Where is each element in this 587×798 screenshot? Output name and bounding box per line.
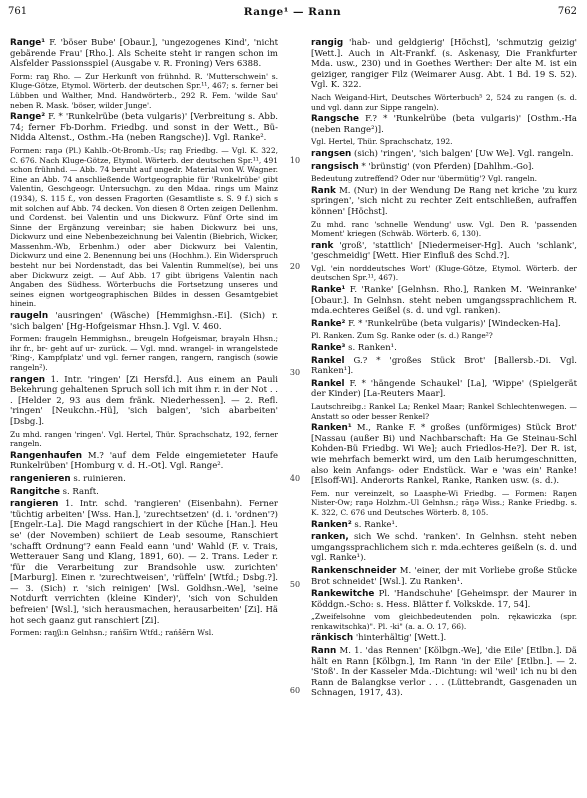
headword: ranken, [311,532,349,543]
headword: raugeln [10,311,49,322]
dictionary-entry [311,343,577,354]
headword: Rankel [311,378,345,389]
dictionary-entry [10,451,278,472]
headword: rangig [311,38,344,48]
entry-text: Fem. nur vereinzelt, so Laasphe-Wi Friedbg. — Formen: Raŋen Nister-Ow; raŋə Holzhm.-Ul Gelnhsn.; rāŋə Wiss.; Ranke Friedbg. s. K. 322, C. 676 und Deutsches Wörterb. 8, 105. [311,488,577,517]
headword: rangenieren [10,473,71,484]
headword: Rangitche [10,486,60,497]
headword: Rank [311,185,336,196]
entry-text: Zu mhd. rangen 'ringen'. Vgl. Hertel, Thür. Sprachschatz, 192, ferner rangeln. [10,429,278,449]
page-header [8,6,577,20]
entry-text: Pl. Ranken. Zum Sg. Ranke oder (s. d.) Range²? [311,331,493,341]
dictionary-entry [311,220,577,239]
dictionary-entry [10,499,278,626]
entry-text: s. ruinieren. [70,473,126,484]
entry-text: M. 1. 'das Rennen' [Kölbgn.-We], 'die Eile' [Etlbn.]. Dä hält en Rann [Kölbgn.], Im Rann 'in der Eile' [Etlbn.]. — 2. 'Stoß'. In der Kasseler Mda.-Dichtung: wil 'weil' ich nu bi den Rann de Balangkse verlor . . . (Lüttebrandt, Gasgenaden un Schnagen, 1917, 43). [311,646,577,699]
headword: rangen [10,374,46,385]
headword: Ranke¹ [311,285,346,296]
dictionary-entry [311,319,577,330]
headword: Ranken² [311,519,352,530]
headword: Rangsche [311,114,359,125]
entry-text: Pl. 'Handschuhe' [Geheimspr. der Maurer in Köddgn.-Scho: s. Hess. Blätter f. Volkskde. 17, 54]. [311,589,577,610]
dictionary-entry [10,628,278,638]
page-number-right: 762 [557,6,577,17]
entry-text: F. 'böser Bube' [Obaur.], 'ungezogenes Kind', 'nicht gebärende Frau' [Rho.]. Als Scheite steht ir rangen schon im Alsfelder Passionsspiel (Ausgabe v. R. Froning) Vers 6388. [10,38,278,70]
dictionary-entry [311,38,577,91]
entry-text: G.? * 'großes Stück Brot' [Ballersb.-Di. Vgl. Ranken¹]. [311,355,577,377]
headword: Ranke³ [311,343,346,354]
entry-text: s. Ranft. [59,486,99,497]
dictionary-entry [10,38,278,70]
entry-text: F. 'Ranke' [Gelnhsn. Rho.], Ranken M. 'Weinranke' [Obaur.]. In Gelnhsn. steht neben umgangssprachlichem R. mda.echteres Geißel (s. d. und vgl. ranken). [311,285,577,317]
headword: Ranke² [311,318,346,329]
entry-text: Vgl. Hertel, Thür. Sprachschatz, 192. [311,137,453,147]
dictionary-entry [311,137,577,147]
headword: Rann [311,646,337,657]
dictionary-entry [311,566,577,587]
entry-text: F.? * 'Runkelrübe (beta vulgaris)' [Osthm.-Ha (neben Range²)]. [311,114,577,135]
dictionary-entry [311,589,577,610]
entry-text: 1. Intr. schd. 'rangieren' (Eisenbahn). Ferner 'tüchtig arbeiten' [Wss. Han.], 'zurechtsetzen' (d. i. 'ordnen'?) [Engelr.-La]. Die Magd rangschiert in der Küche [Han.]. Heu se' (der Novemben) schiiert de Leab sesoume, Ranschiert 'schafft Ordnung'? eann Feald eann 'und' Wahld (F. v. Trais, Wetterauer Sang und Klang, 1891, 60). — 2. Trans. Leder r. 'für die Verarbeitung zur Brandsohle usw. zurichten' [Marburg]. Einen r. 'zurechtweisen', 'rüffeln' [Wtfd.; Dsbg.?]. — 3. (Sich) r. 'sich reinigen' [Wsl. Goldhsn.-We], 'seine Notdurft verrichten (kleine Kinder)', 'sich von Schulden befreien' [Wsl.], 'sich herausmachen, herausarbeiten' [Zi]. Hä hot sech gaanz gut ranschiert [Zi]. [10,499,278,626]
dictionary-entry [311,162,577,173]
entry-text: Lautschreibg.: Rankel La; Renkel Maar; Rankel Schlechtenwegen. — Anstatt so oder besser Renkel? [311,402,577,421]
headword: Rankenschneider [311,565,397,576]
dictionary-entry [311,186,577,218]
dictionary-entry [311,264,577,283]
dictionary-entry [311,423,577,487]
entry-text: Formen: raŋʃiːn Gelnhsn.; rańšīrn Wtfd.; rańšērn Wsl. [10,628,214,638]
dictionary-entry [311,241,577,262]
dictionary-entry [311,489,577,518]
entry-text: F. * 'Runkelrübe (beta vulgaris)' [Verbreitung s. Abb. 74; ferner Fb-Dorhm. Friedbg. und sonst in der Wett., Bü-Nidda Altenst., Osthm.-Ha (neben Rangsche)]. Vgl. Ranke². [10,112,278,144]
entry-text: F. * 'hängende Schaukel' [La], 'Wippe' (Spielgerät der Kinder) [La-Reuters Maar]. [311,378,577,400]
entry-text: Zu mhd. ranc 'schnelle Wendung' usw. Vgl. Den R. 'passenden Moment' kriegen (Schwäb. Wörterb. 6, 130). [311,219,577,239]
entry-text: 'hinterhältig' [Wett.]. [353,633,447,644]
entry-text: 'hab- und geldgierig' [Höchst], 'schmutzig geizig' [Wett.]. Auch in Alt-Frankf. (s. Askenasy, Die Frankfurter Mda. usw., 230) und in Goethes Werther: Der alte M. ist ein geiziger, rangiger Filz (Weimarer Ausg. Abt. 1 Bd. 19 S. 52). Vgl. K. 322. [311,38,577,91]
headword: rangsisch [311,161,359,172]
line-number: 50 [289,580,301,589]
dictionary-entry [311,633,577,644]
headword: rank [311,240,334,251]
dictionary-entry [311,356,577,377]
entry-text: Form: raŋ Rho. — Zur Herkunft von frühnhd. R. 'Mutterschwein' s. Kluge-Götze, Etymol. Wörterb. der deutschen Spr.¹¹, 467; s. ferner bei Lübben und Walther, Mnd. Handwörterb., 292 R. Fem. 'wilde Sau' neben R. Mask. 'böser, wilder Junge'. [10,71,278,110]
entry-text: Formen: fraugeln Hemmighsn., breugeln Hofgeismar, brayəln Hhsn.; ihr fr., br- geht auf ur- zurück. — Vgl. mnd. wrangel- in wrangelstede 'Ring-, Kampfplatz' und vgl. ferner rangen, rangern, rangisch (sowie rangeln²). [10,334,278,372]
entry-text: Formen: raŋə (Pl.) Kahlb.-Ot-Bromb.-Us; raŋ Friedbg. — Vgl. K. 322, C. 676. Nach Kluge-Götze, Etymol. Wörterb. der deutschen Spr.¹¹, 491 schon frühnhd. — Abb. 74 beruht auf ungedr. Material von W. Wagner. Eine an Abb. 74 anschließende Wortgeographie für 'Runkelrübe' gibt Valentin, Geschgeogr. Untersuchgn. zu den Mdaa. rings um Mainz (1934), S. 115 f., von dessen Fragorten (Gesamtliste s. S. 9 f.) sich s mit solchen auf Abb. 74 decken. Von diesen 8 Orten zeigen Dellenhm. und Cordenst. bei Valentin und uns Dickwurz. Fünf Orte sind im Sinne der Ergänzung vereinbar; sie haben Dickwurz bei uns, Dickwurz und eine Nebenbezeichnung bei Valentin (Biebrich, Wicker, Massenhm.-Wb, Erbenhm.) oder aber Dickwurz bei Valentin, Dickwurz und eine 2. Benennung bei uns (Hochhm.). Ein Widerspruch besteht nur bei Nordenstadt, das bei Valentin Rummel(se), bei uns aber Dickwurz zeigt. — Auf Abb. 17 gibt übrigens Valentin nach Angaben des Südhess. Wörterbuchs die Fortsetzung unseres und seines eignen wortgeographischen Bildes in dessen Gesamtgebiet hinein. [10,145,278,309]
dictionary-entry [311,646,577,699]
entry-text: 'groß', 'stattlich' [Niedermeiser-Hg]. Auch 'schlank', 'geschmeidig' [Wett. Hier Einfluß des Schd.?]. [311,240,577,262]
entry-text: M. 'einer, der mit Vorliebe große Stücke Brot schneidet' [Wsl.]. Zu Ranken¹. [311,565,577,587]
line-number: 40 [289,474,301,483]
right-column [311,38,577,792]
entry-text: 1. Intr. 'ringen' [Zi Hersfd.]. Aus einem an Pauli Bekehrung gehaltenen Spruch soll ich mit ihm r. in der Not . . . [Helder 2, 93 aus dem fränk. Niederhessen]. — 2. Refl. 'ringen' [Neukchn.-Hü], 'sich balgen', 'sich abarbeiten' [Dsbg.]. [10,374,278,427]
entry-text: Vgl. 'ein norddeutsches Wort' (Kluge-Götze, Etymol. Wörterb. der deutschen Spr.¹¹, 467). [311,263,577,283]
dictionary-entry [10,72,278,110]
entry-text: sich We schd. 'ranken'. In Gelnhsn. steht neben umgangssprachlichem sich r. mda.echteres geißeln (s. d. und vgl. Ranke¹). [311,532,577,564]
dictionary-entry [10,311,278,332]
line-number: 60 [289,686,301,695]
headword: Rankel [311,355,345,366]
entry-text: „Zweifelsohne vom gleichbedeutenden poln. rękawiczka (spr. renkawitschka)". Pl. -ki" (a. a. O. 17, 66). [311,612,577,631]
dictionary-entry [311,612,577,631]
headword: Range¹ [10,38,46,48]
dictionary-entry [10,334,278,372]
headword: Ranken¹ [311,423,352,434]
dictionary-entry [311,331,577,341]
dictionary-entry [10,474,278,485]
entry-text: 'ausringen' (Wäsche) [Hemmighsn.-Ei]. (Sich) r. 'sich balgen' [Hg-Hofgeismar Hhsn.]. Vgl. V. 460. [10,311,278,332]
dictionary-entry [311,114,577,135]
dictionary-entry [311,532,577,564]
dictionary-entry [10,430,278,449]
headword: rangsen [311,148,352,159]
headword: Rangenhaufen [10,450,83,461]
entry-text: s. Ranke¹. [351,519,398,530]
entry-text: M. (Nur) in der Wendung De Rang net kriche 'zu kurz springen', 'sich nicht zu rechter Zeit entschließen, aufraffen können' [Höchst]. [311,185,577,217]
entry-text: M., Ranke F. * großes (unförmiges) Stück Brot' [Nassau (außer Bi) und Nachbarschaft: Ha Ge Steinau-Schl Kohden-Bü Friedbg. Wi We]; auch Friedlos-He?]. Der R. ist, wie mehrfach bemerkt wird, um den Laib herumgeschnitten, also kein Anfangs- oder Endstück. War e 'was ein' Ranke! [Elsoff-Wi]. Anderorts Rankel, Ranke, Ranken usw. (s. d.). [311,423,577,487]
entry-text: Nach Weigand-Hirt, Deutsches Wörterbuch⁵ 2, 524 zu rangen (s. d. und vgl. dann zur Sippe rangeln). [311,92,577,112]
entry-text: (sich) 'ringen', 'sich balgen' [Uw We]. Vgl. rangeln. [351,148,574,159]
headword: Rankewitche [311,589,375,600]
dictionary-entry [10,375,278,428]
entry-text: Bedeutung zutreffend? Oder nur 'übermütig'? Vgl. rangeln. [311,174,537,184]
headword: rangieren [10,499,59,510]
dictionary-entry [10,146,278,309]
headword: ränkisch [311,633,354,644]
dictionary-entry [311,149,577,160]
headword: Range² [10,112,46,123]
entry-text: F. * 'Runkelrübe (beta vulgaris)' [Windecken-Ha]. [345,318,561,329]
dictionary-entry [10,487,278,498]
dictionary-entry [311,379,577,400]
dictionary-entry [311,520,577,531]
entry-text: M.? 'auf dem Felde eingemieteter Haufe Runkelrüben' [Homburg v. d. H.-Ot]. Vgl. Range². [10,450,278,472]
dictionary-entry [311,402,577,421]
page-number-left: 761 [8,6,28,17]
left-column [10,38,278,792]
line-number-gutter [281,38,309,792]
line-number: 30 [289,368,301,377]
dictionary-entry [311,174,577,184]
running-title: Range¹ — Rann [243,6,342,18]
entry-text: * 'brünstig' (von Pferden) [Dahlhm.-Go]. [358,161,534,172]
line-number: 20 [289,262,301,271]
dictionary-entry [311,93,577,112]
dictionary-entry [311,285,577,317]
line-number: 10 [289,156,301,165]
entry-text: s. Ranken¹. [345,343,397,354]
dictionary-entry [10,112,278,144]
